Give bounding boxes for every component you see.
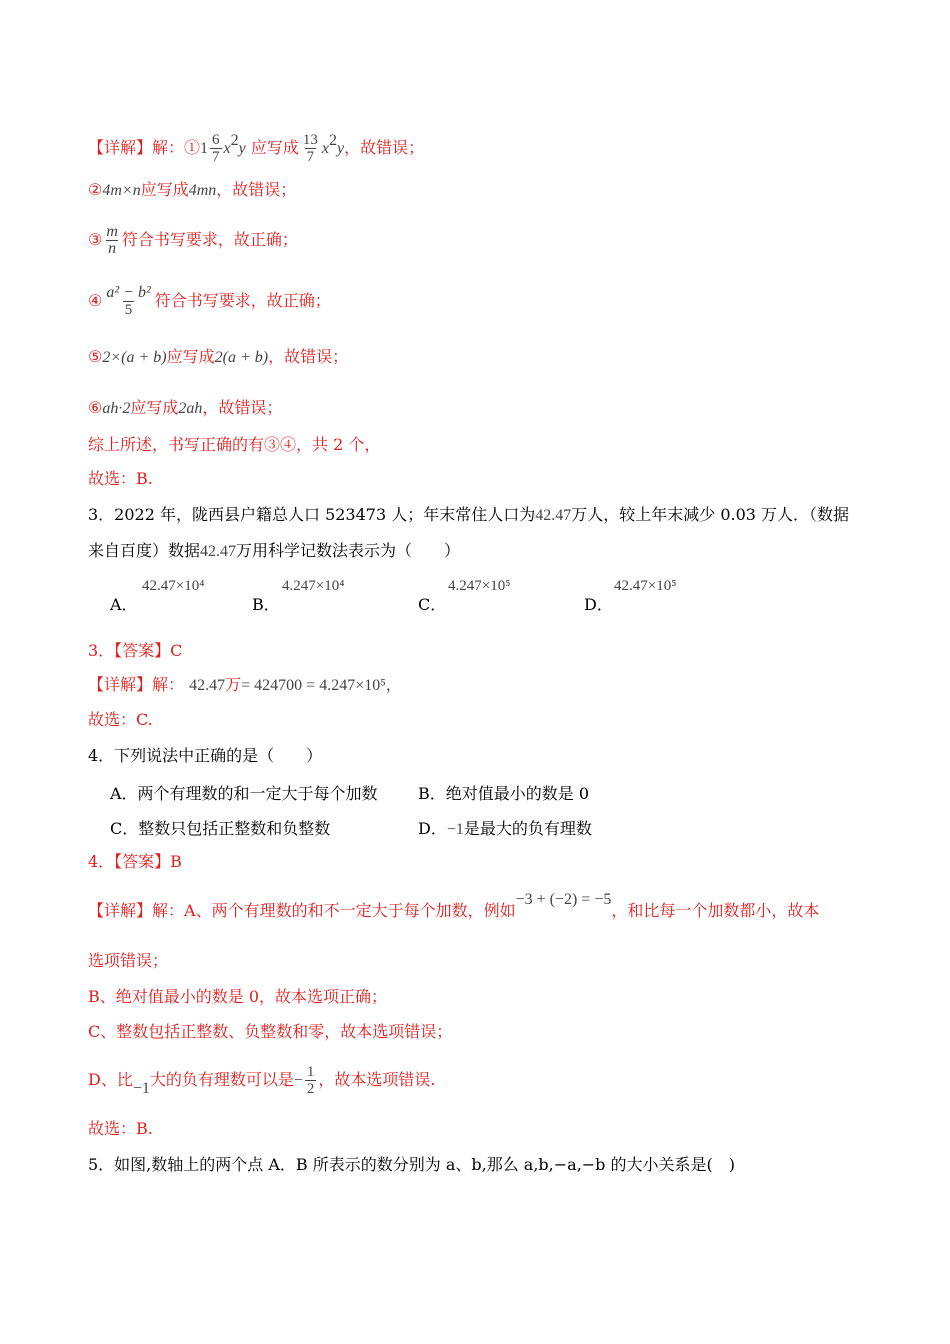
q4-option-d: D．−1是最大的负有理数: [418, 819, 592, 838]
fraction-a2-b2: $\frac{\text{a² − b²}}{5}$: [106, 284, 151, 318]
solution-line-3: ③ $\frac{m}{n}$ 符合书写要求，故正确；: [88, 223, 298, 257]
q4-option-b: B．绝对值最小的数是 0: [418, 784, 590, 803]
q3-choice: 故选：C.: [88, 710, 153, 729]
solution-line-5: ⑤2×(a + b)应写成2(a + b)，故错误；: [88, 347, 349, 366]
q4-answer: 4．【答案】B: [88, 852, 182, 871]
q4-detail-line-2: 选项错误；: [88, 951, 169, 970]
q5-stem: 5．如图,数轴上的两个点 A．B 所表示的数分别为 a、b,那么 a,b,−a,−b 的大小关系是( ): [88, 1155, 735, 1174]
q4-detail-c: C、整数包括正整数、负整数和零，故本选项错误；: [88, 1022, 453, 1041]
fraction-one-half: $\frac{1}{2}$: [306, 1064, 315, 1097]
q3-answer: 3．【答案】C: [88, 641, 183, 660]
q4-option-a: A．两个有理数的和一定大于每个加数: [110, 784, 378, 803]
solution-line-6: ⑥ah·2应写成2ah，故错误；: [88, 398, 283, 417]
solution-line-2: ②4m×n应写成4mn，故错误；: [88, 180, 297, 199]
detail-tag: 【详解】: [88, 138, 153, 157]
summary-line: 综上所述，书写正确的有③④，共 2 个，: [88, 435, 381, 454]
choice-line-q2: 故选：B.: [88, 469, 153, 488]
solution-line-4: ④ $\frac{\text{a² − b²}}{5}$ 符合书写要求，故正确；: [88, 284, 331, 318]
q4-stem: 4．下列说法中正确的是（ ）: [88, 746, 323, 765]
q4-choice: 故选：B.: [88, 1119, 153, 1138]
q4-option-c: C．整数只包括正整数和负整数: [110, 819, 331, 838]
mixed-fraction: $\frac{6}{7}$: [212, 132, 220, 165]
fraction-m-n: $\frac{m}{n}$: [106, 223, 118, 257]
q4-detail-line-1: 【详解】解：A、两个有理数的和不一定大于每个加数，例如−3 + (−2) = −5，和比每一个加数都小，故本: [88, 891, 820, 920]
improper-fraction: $\frac{13}{7}$: [302, 132, 318, 165]
q4-detail-d: D、比−1大的负有理数可以是− $\frac{1}{2}$ ，故本选项错误.: [88, 1064, 436, 1097]
q3-detail: 【详解】解： 42.47万= 424700 = 4.247×10⁵，: [88, 675, 402, 694]
q4-detail-b: B、绝对值最小的数是 0，故本选项正确；: [88, 987, 388, 1006]
solution-line-1: 【详解】解：①1 $\frac{6}{7}$ $x^2y$ 应写成 $\frac{13}{7}$ $x^2y$，故错误；: [88, 132, 425, 165]
q3-stem-line-1: 3．2022 年，陇西县户籍总人口 523473 人；年末常住人口为42.47万人，较上年末减少 0.03 万人．（数据: [88, 505, 850, 524]
q3-stem-line-2: 来自百度）数据42.47万用科学记数法表示为（ ）: [88, 541, 461, 560]
